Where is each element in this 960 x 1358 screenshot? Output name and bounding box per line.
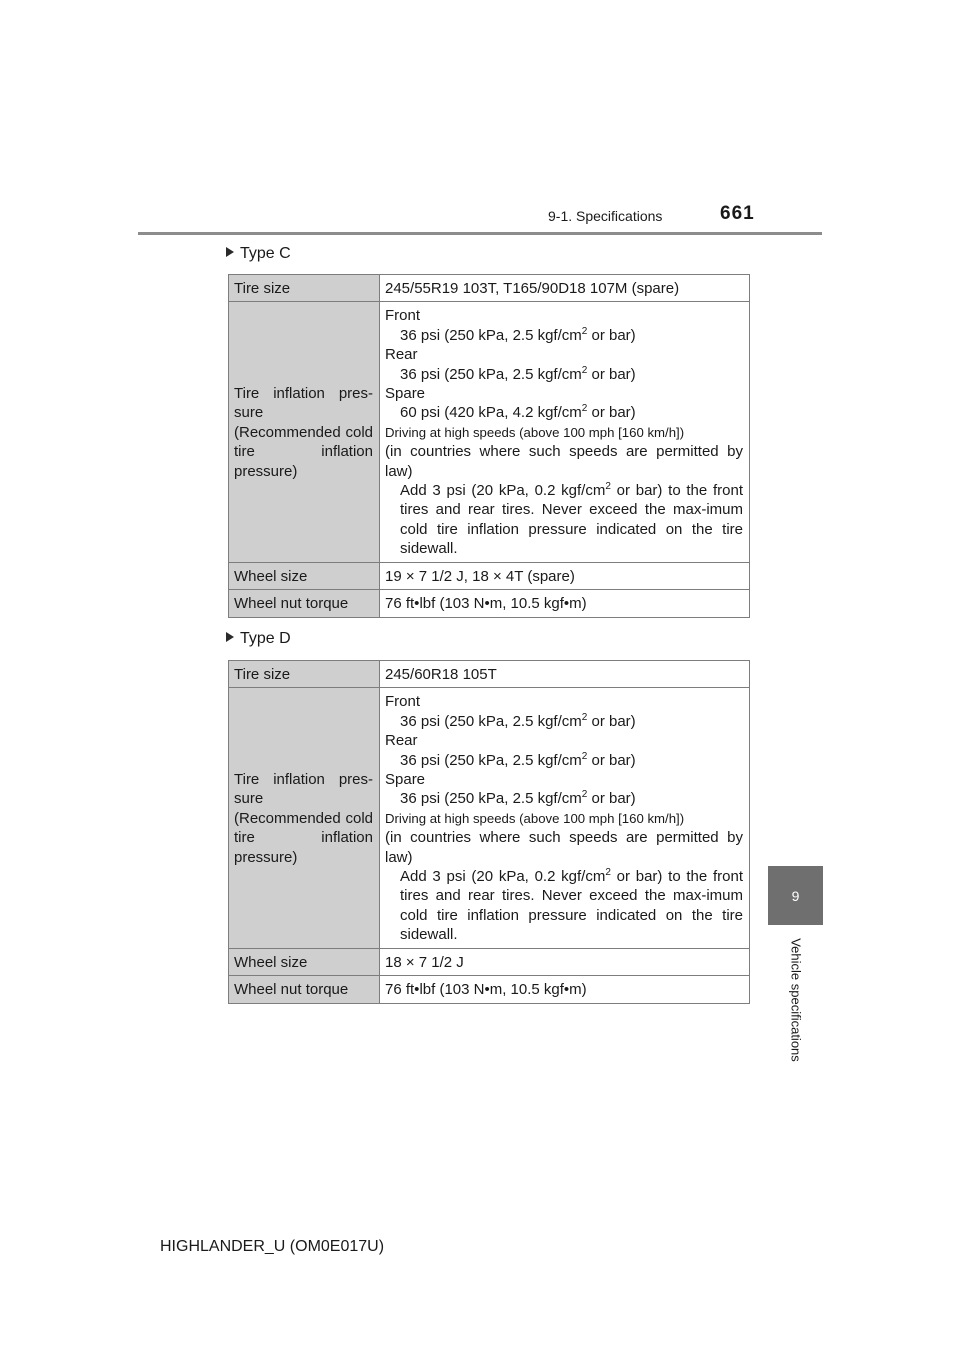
table-row xyxy=(229,661,750,688)
chapter-tab xyxy=(768,866,823,925)
high-speed-condition: (in countries where such speeds are permitted by law) xyxy=(385,829,743,866)
rear-label: Rear xyxy=(385,346,418,364)
wheel-nut-torque-value: 76 ft•lbf (103 N•m, 10.5 kgf•m) xyxy=(380,976,750,1003)
type-c-heading-text: Type C xyxy=(240,245,291,262)
wheel-size-value: 19 × 7 1/2 J, 18 × 4T (spare) xyxy=(380,562,750,589)
triangle-bullet-icon xyxy=(226,632,234,642)
header-divider xyxy=(138,232,822,235)
type-d-heading-text: Type D xyxy=(240,630,291,647)
wheel-size-label: Wheel size xyxy=(229,562,380,589)
spare-pressure: 36 psi (250 kPa, 2.5 kgf/$cm^2$ or bar) xyxy=(400,789,636,808)
inflation-pressure-cell xyxy=(380,688,750,948)
inflation-pressure-label: Tire inflation pres-sure (Recommended cold tire inflation pressure) xyxy=(229,302,380,562)
type-c-spec-table xyxy=(228,274,750,618)
tire-size-value: 245/55R19 103T, T165/90D18 107M (spare) xyxy=(380,275,750,302)
wheel-size-value: 18 × 7 1/2 J xyxy=(380,948,750,975)
table-row xyxy=(229,302,750,562)
table-row xyxy=(229,948,750,975)
table-row xyxy=(229,275,750,302)
rear-pressure: 36 psi (250 kPa, 2.5 kgf/$cm^2$ or bar) xyxy=(400,364,636,383)
chapter-title: Vehicle specifications xyxy=(788,938,804,1062)
high-speed-condition: (in countries where such speeds are permitted by law) xyxy=(385,443,743,480)
type-d-spec-table xyxy=(228,660,750,1004)
type-d-heading xyxy=(226,630,291,648)
high-speed-note: Add 3 psi (20 kPa, 0.2 kgf/$cm^2$ or bar) to the front tires and rear tires. Never exceed the max-imum cold tire inflation pressure indicated on the tire sidewall. xyxy=(400,867,743,944)
table-row xyxy=(229,590,750,617)
spare-pressure: 60 psi (420 kPa, 4.2 kgf/$cm^2$ or bar) xyxy=(400,403,636,422)
table-row xyxy=(229,562,750,589)
tire-size-label: Tire size xyxy=(229,275,380,302)
table-row xyxy=(229,976,750,1003)
chapter-number: 9 xyxy=(791,888,800,904)
table-row xyxy=(229,688,750,948)
front-pressure: 36 psi (250 kPa, 2.5 kgf/$cm^2$ or bar) xyxy=(400,325,636,344)
spare-label: Spare xyxy=(385,385,426,403)
inflation-pressure-cell xyxy=(380,302,750,562)
front-label: Front xyxy=(385,307,421,325)
inflation-pressure-label: Tire inflation pres-sure (Recommended cold tire inflation pressure) xyxy=(229,688,380,948)
rear-label: Rear xyxy=(385,732,418,750)
type-c-heading xyxy=(226,245,291,263)
triangle-bullet-icon xyxy=(226,247,234,257)
spare-label: Spare xyxy=(385,771,426,789)
high-speed-label: Driving at high speeds (above 100 mph [160 km/h]) xyxy=(385,424,685,440)
high-speed-note: Add 3 psi (20 kPa, 0.2 kgf/$cm^2$ or bar) to the front tires and rear tires. Never exceed the max-imum cold tire inflation pressure indicated on the tire sidewall. xyxy=(400,481,743,558)
high-speed-label: Driving at high speeds (above 100 mph [160 km/h]) xyxy=(385,810,685,826)
wheel-nut-torque-value: 76 ft•lbf (103 N•m, 10.5 kgf•m) xyxy=(380,590,750,617)
manual-code: HIGHLANDER_U (OM0E017U) xyxy=(160,1238,385,1255)
wheel-nut-torque-label: Wheel nut torque xyxy=(229,976,380,1003)
front-pressure: 36 psi (250 kPa, 2.5 kgf/$cm^2$ or bar) xyxy=(400,711,636,730)
wheel-nut-torque-label: Wheel nut torque xyxy=(229,590,380,617)
tire-size-value: 245/60R18 105T xyxy=(380,661,750,688)
wheel-size-label: Wheel size xyxy=(229,948,380,975)
rear-pressure: 36 psi (250 kPa, 2.5 kgf/$cm^2$ or bar) xyxy=(400,750,636,769)
page-number: 661 xyxy=(720,203,755,224)
section-title: 9-1. Specifications xyxy=(548,208,663,224)
tire-size-label: Tire size xyxy=(229,661,380,688)
front-label: Front xyxy=(385,693,421,711)
